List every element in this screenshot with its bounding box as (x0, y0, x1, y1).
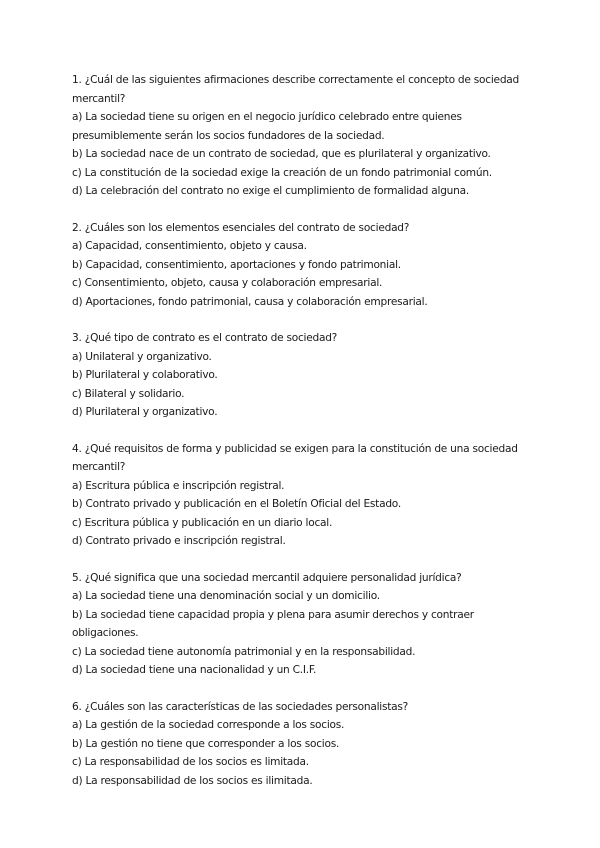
option-d: d) Aportaciones, fondo patrimonial, causa y colaboración empresarial. (72, 295, 428, 308)
option-a: a) Escritura pública e inscripción registral. (72, 479, 285, 492)
option-list (72, 477, 532, 551)
option-d: d) Plurilateral y organizativo. (72, 406, 218, 418)
option-b: b) Contrato privado y publicación en el Boletín Oficial del Estado. (72, 498, 401, 510)
question-text: 1. ¿Cuál de las siguientes afirmaciones describe correctamente el concepto de sociedad mercantil? (72, 74, 520, 105)
option-b: b) Capacidad, consentimiento, aportaciones y fondo patrimonial. (72, 258, 401, 271)
option-b: b) La sociedad nace de un contrato de sociedad, que es plurilateral y organizativo. (72, 148, 491, 160)
question-text: 4. ¿Qué requisitos de forma y publicidad se exigen para la constitución de una sociedad mercantil? (72, 442, 518, 473)
option-a: a) Unilateral y organizativo. (72, 350, 212, 363)
question-6 (72, 698, 532, 791)
option-d: d) La sociedad tiene una nacionalidad y un C.I.F. (72, 664, 317, 676)
option-b: b) La gestión no tiene que corresponder a los socios. (72, 737, 340, 750)
question-1 (72, 71, 532, 201)
option-d: d) Contrato privado e inscripción registral. (72, 535, 286, 547)
option-list (72, 716, 532, 790)
option-a: a) La sociedad tiene una denominación social y un domicilio. (72, 590, 380, 602)
option-list (72, 348, 532, 422)
question-list (72, 71, 532, 808)
option-a: a) La sociedad tiene su origen en el negocio jurídico celebrado entre quienes presumiblemente serán los socios fundadores de la sociedad. (72, 111, 462, 142)
option-d: d) La celebración del contrato no exige el cumplimiento de formalidad alguna. (72, 185, 469, 197)
option-list (72, 108, 532, 201)
option-c: c) Consentimiento, objeto, causa y colaboración empresarial. (72, 277, 383, 289)
question-text: 6. ¿Cuáles son las características de las sociedades personalistas? (72, 700, 409, 713)
option-c: c) Bilateral y solidario. (72, 387, 185, 400)
option-a: a) La gestión de la sociedad corresponde a los socios. (72, 719, 345, 731)
question-4 (72, 440, 532, 551)
option-c: c) La responsabilidad de los socios es limitada. (72, 756, 309, 768)
question-text: 3. ¿Qué tipo de contrato es el contrato de sociedad? (72, 332, 338, 344)
option-b: b) La sociedad tiene capacidad propia y plena para asumir derechos y contraer obligaciones. (72, 608, 474, 639)
question-3 (72, 329, 532, 422)
option-d: d) La responsabilidad de los socios es ilimitada. (72, 774, 313, 787)
option-list (72, 587, 532, 680)
option-c: c) La sociedad tiene autonomía patrimonial y en la responsabilidad. (72, 645, 416, 658)
option-c: c) Escritura pública y publicación en un diario local. (72, 516, 333, 529)
option-c: c) La constitución de la sociedad exige la creación de un fondo patrimonial común. (72, 166, 492, 179)
question-5 (72, 569, 532, 680)
option-b: b) Plurilateral y colaborativo. (72, 369, 218, 381)
question-2 (72, 219, 532, 312)
question-text: 5. ¿Qué significa que una sociedad mercantil adquiere personalidad jurídica? (72, 571, 462, 584)
question-text: 2. ¿Cuáles son los elementos esenciales del contrato de sociedad? (72, 221, 410, 234)
option-a: a) Capacidad, consentimiento, objeto y causa. (72, 240, 307, 252)
option-list (72, 237, 532, 311)
